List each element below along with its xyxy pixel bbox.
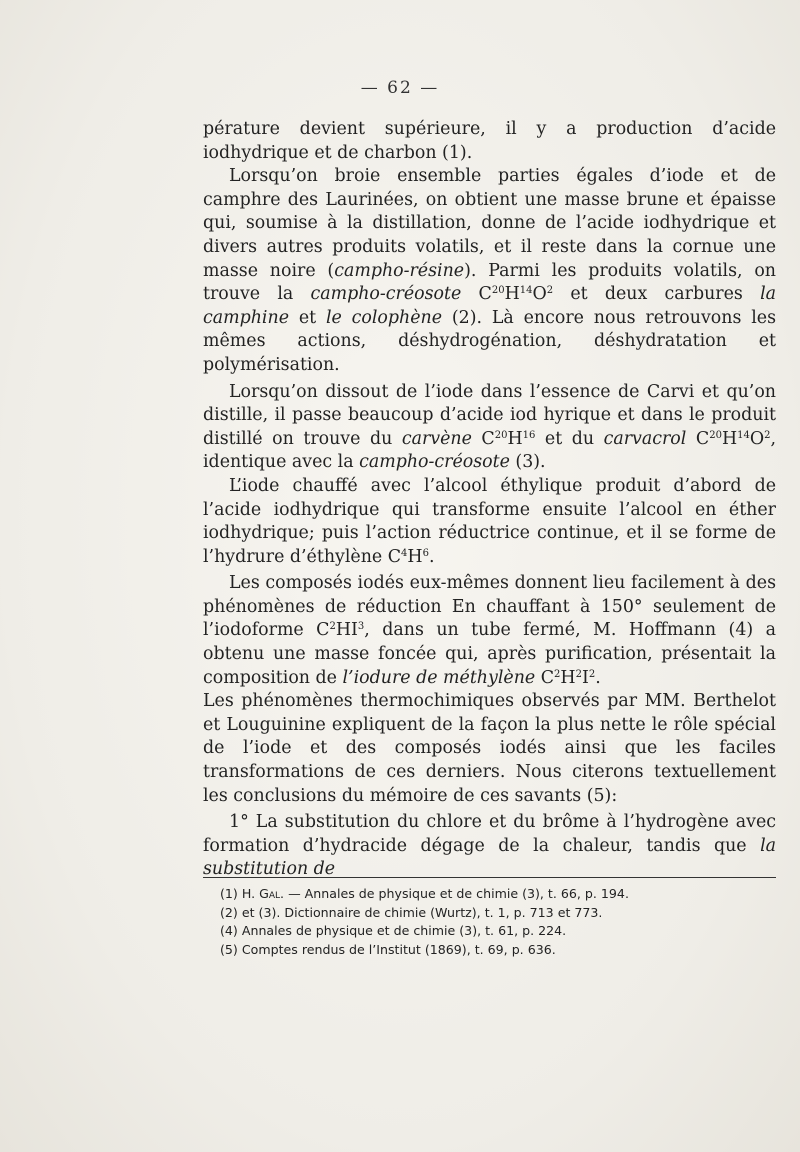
formula-index: 20 (491, 285, 505, 297)
paragraph-iodoforme: Les composés iodés eux-mêmes donnent lieu facilement à des phénomènes de réduction En chauffant à 150° seulement de l’iodoforme $C^2HI^3$, dans un tube fermé, M. Hoffmann (4) a obtenu une masse foncée qui, après purification, présentait la composition de l’iodure de méthylène $C^2H^2I^2$. (203, 573, 776, 688)
formula-index: 4 (401, 547, 408, 559)
paragraph-alcool: L’iode chauffé avec l’alcool éthylique produit d’abord de l’acide iodhydrique qui transforme ensuite l’alcool en éther iodhydrique; puis l’action réductrice continue, et il se forme de l’hydrure d’éthylène $C^4H^6$. (203, 475, 776, 567)
paragraph-thermochimie: Les phénomènes thermochimiques observés par MM. Berthelot et Louguinine expliquent de la façon la plus nette le rôle spécial de l’iode et des composés iodés ainsi que les faciles transformations de ces derniers. Nous citerons textuellement les conclusions du mémoire de ces savants (5): (203, 691, 776, 806)
italic-term: campho-résine (334, 260, 465, 281)
formula-index: 6 (422, 547, 429, 559)
italic-term: la substitution de (203, 835, 776, 880)
footnote-1 (220, 885, 776, 904)
formula-index: 2 (575, 668, 582, 680)
paragraph-camphre: Lorsqu’on broie ensemble parties égales d’iode et de camphre des Laurinées, on obtient une masse brune et épaisse qui, soumise à la distillation, donne de l’acide iodhydrique et divers autres produits volatils, et il reste dans la cornue une masse noire (campho-résine). Parmi les produits volatils, on trouve la campho-créosote $C^{20}H^{14}O^2$ et deux carbures la camphine et le colophène (2). Là encore nous retrouvons les mêmes actions, déshydrogénation, déshydratation et polymérisation. (203, 166, 777, 375)
footnote-text: et (3). Dictionnaire de chimie (Wurtz), t. 1, p. 713 et 773. (237, 904, 603, 920)
footnote-number: (2) (220, 904, 238, 920)
footnote-number: (4) (220, 923, 238, 939)
formula-index: 2 (329, 621, 336, 633)
footnote-5 (220, 941, 776, 960)
formula-index: 14 (519, 285, 533, 297)
formula-index: 2 (588, 668, 596, 680)
italic-term: carvacrol (603, 428, 687, 449)
formula-index: 3 (357, 621, 365, 633)
footnote-2 (220, 904, 776, 923)
footnote-number: (1) (220, 886, 238, 901)
italic-term: l’iodure de méthylène (342, 667, 536, 688)
footnote-text: Annales de physique et de chimie (3), t. 61, p. 224. (237, 923, 567, 939)
footnote-author: H. Gal. (241, 886, 285, 901)
paragraph-substitution: 1° La substitution du chlore et du brôme à l’hydrogène avec formation d’hydracide dégage de la chaleur, tandis que la substitution de (203, 812, 776, 880)
footnote-divider (203, 877, 776, 878)
formula-index: 20 (494, 429, 508, 441)
italic-term: campho-créosote (310, 284, 462, 305)
formula-index: 20 (709, 429, 722, 441)
footnotes (220, 885, 776, 959)
italic-term: campho-créosote (359, 452, 510, 473)
footnote-text: Comptes rendus de l’Institut (1869), t. 69, p. 636. (237, 941, 556, 957)
italic-term: carvène (401, 428, 472, 449)
footnote-text: — Annales de physique et de chimie (3), t. 66, p. 194. (284, 886, 629, 901)
italic-term: la camphine (203, 284, 776, 328)
formula-index: 2 (554, 668, 561, 680)
formula-index: 2 (546, 285, 554, 297)
formula-index: 2 (764, 429, 771, 441)
page-number: — 62 — (360, 78, 440, 98)
formula-index: 16 (522, 429, 536, 441)
body-text (203, 118, 776, 882)
paragraph-carvi: Lorsqu’on dissout de l’iode dans l’essence de Carvi et qu’on distille, il passe beaucoup d’acide iod hyrique et dans le produit distillé on trouve du carvène $C^{20}H^{16}$ et du carvacrol $C^{20}H^{14}O^2$, identique avec la campho-créosote (3). (203, 381, 777, 473)
footnote-number: (5) (220, 941, 238, 957)
formula-index: 14 (737, 429, 750, 441)
paragraph-continued: pérature devient supérieure, il y a production d’acide iodhydrique et de charbon (1). (203, 119, 776, 163)
footnote-4 (220, 922, 776, 941)
italic-term: le colophène (325, 307, 443, 328)
